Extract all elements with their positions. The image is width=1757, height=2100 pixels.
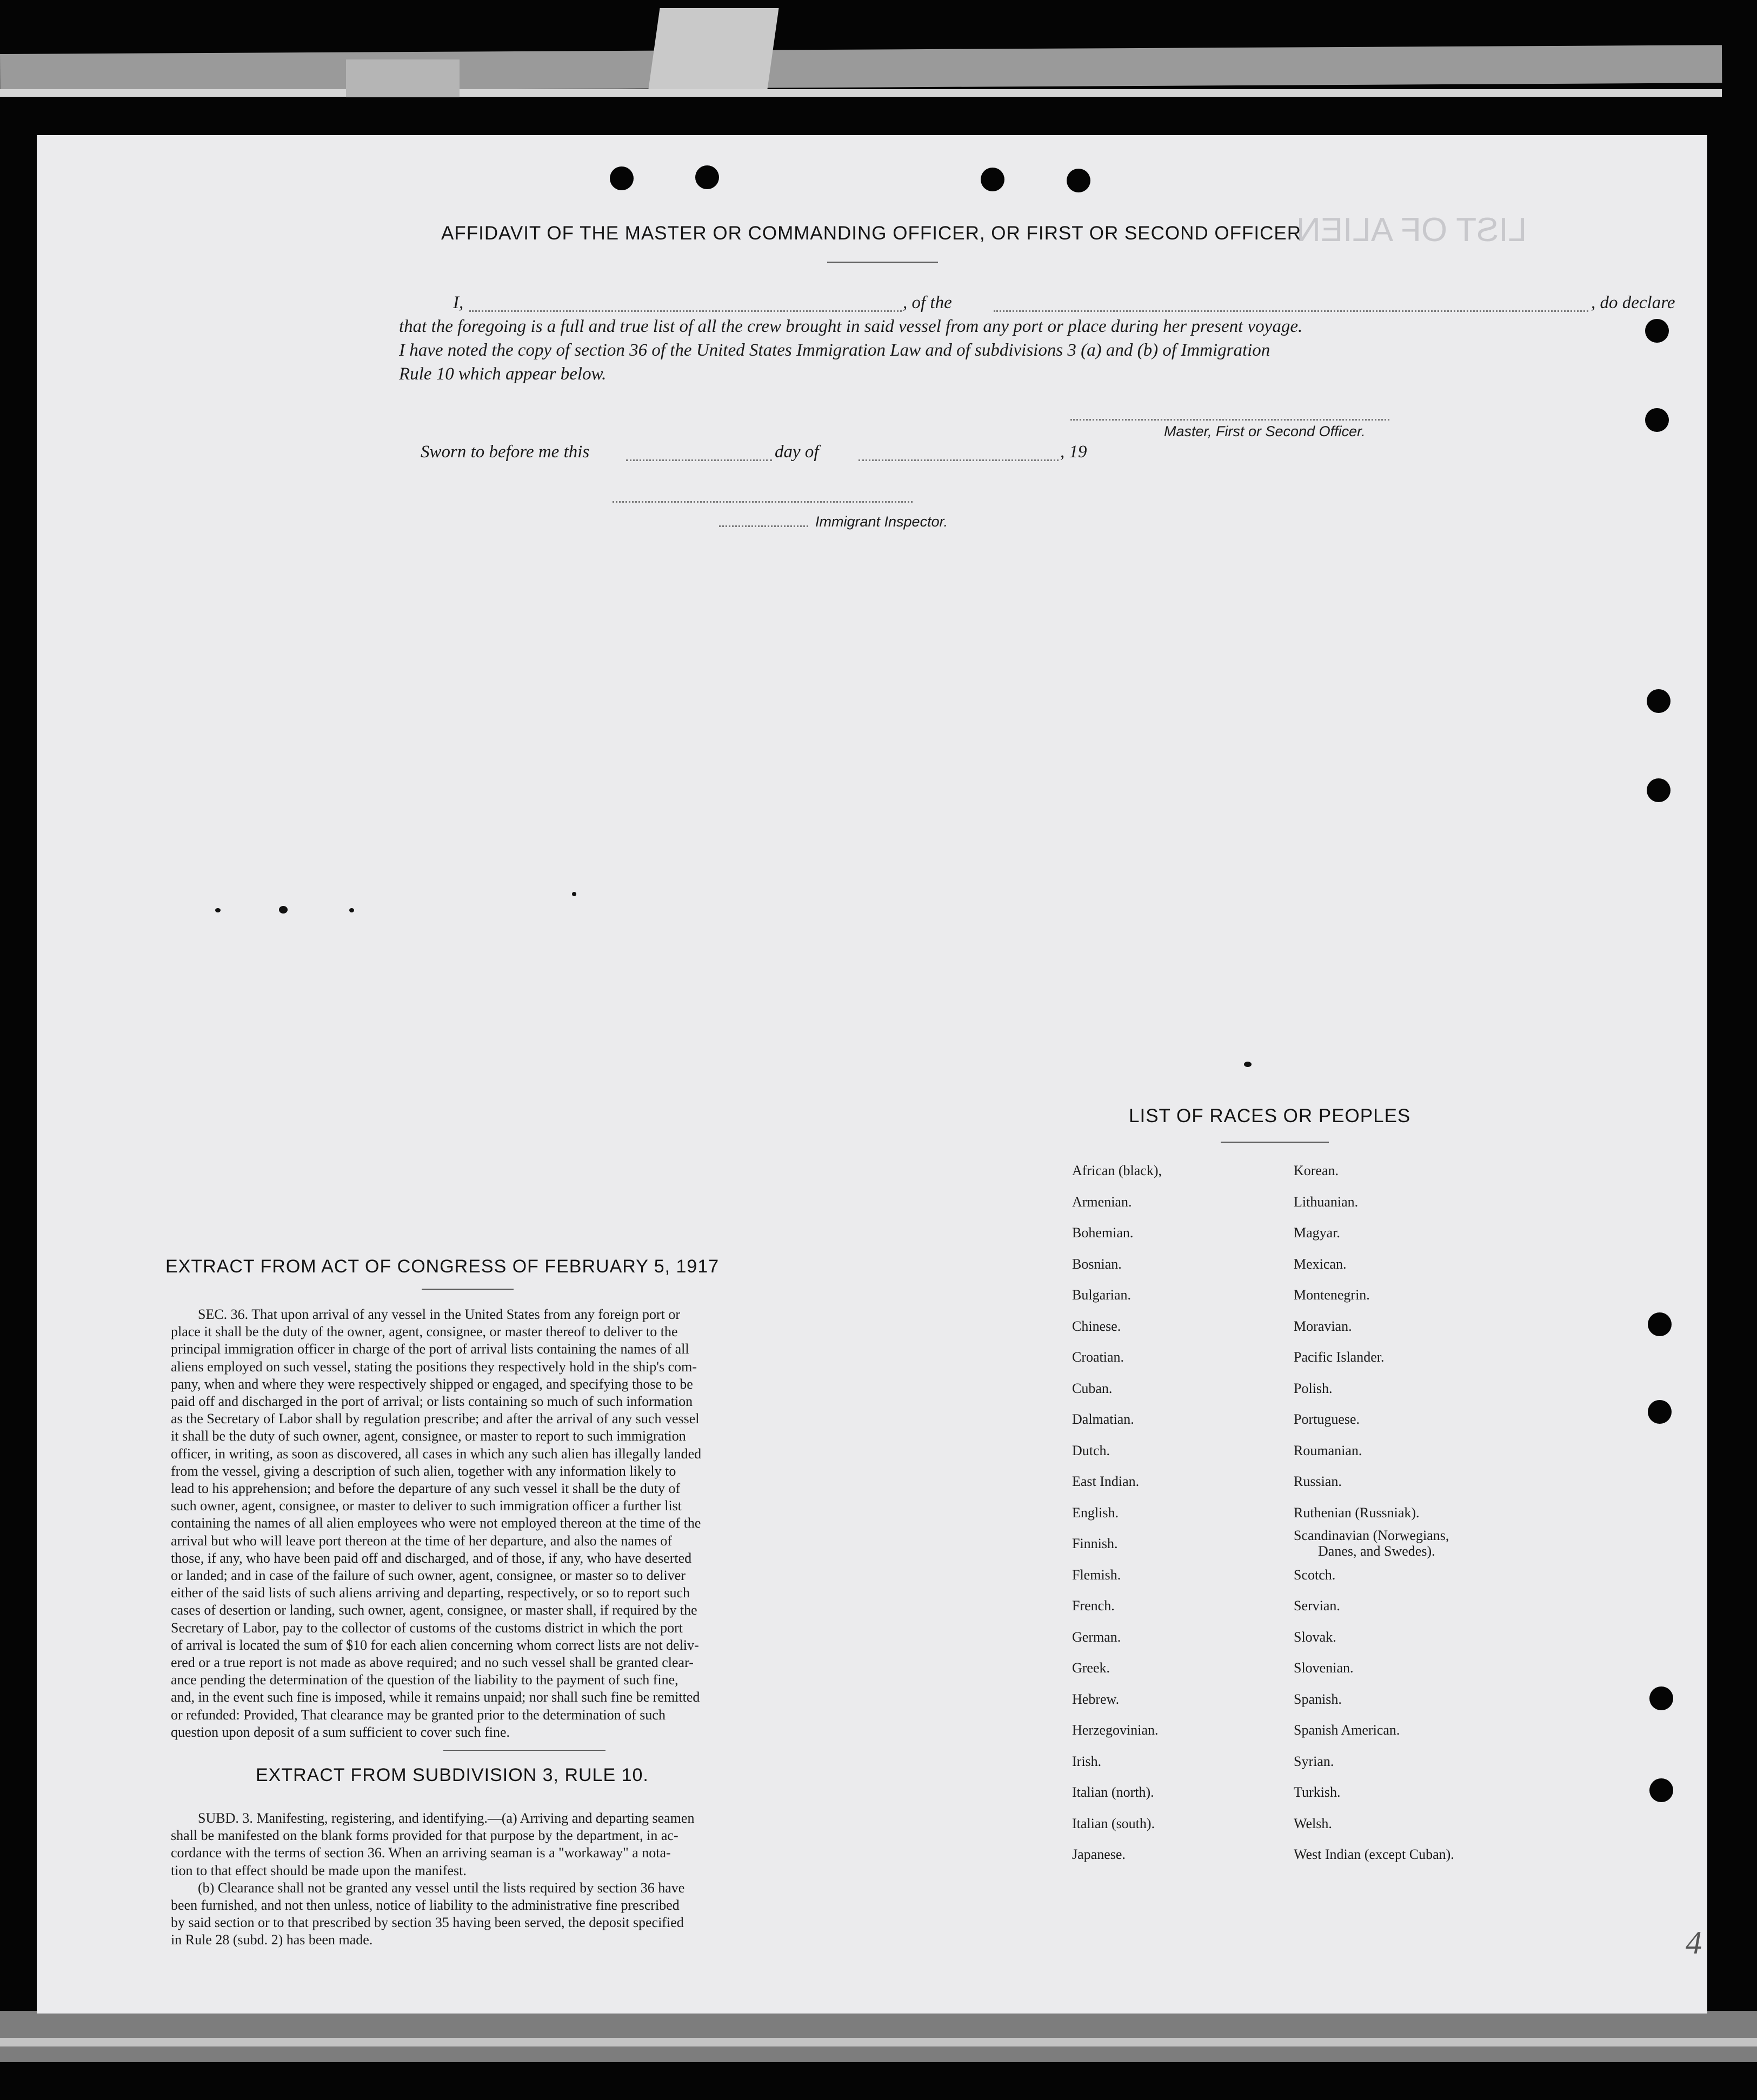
extract-act-text (171, 1306, 814, 1741)
race-item: Bohemian. (1072, 1225, 1134, 1241)
extract-act-line: lead to his apprehension; and before the departure of any such vessel it shall be the duty of (171, 1481, 681, 1497)
ink-speck (349, 908, 354, 912)
race-item: Magyar. (1294, 1225, 1340, 1241)
vessel-field-line (994, 310, 1588, 312)
punch-hole (981, 168, 1004, 191)
extract-rule-line: shall be manifested on the blank forms provided for that purpose by the department, in ac- (171, 1828, 678, 1844)
extract-rule-line: been furnished, and not then unless, notice of liability to the administrative fine prescribed (171, 1897, 680, 1914)
punch-hole (695, 165, 719, 189)
race-item: German. (1072, 1629, 1121, 1645)
extract-act-line: cases of desertion or landing, such owner, agent, consignee, or master shall, if required by the (171, 1602, 697, 1618)
punch-hole (1649, 1778, 1673, 1802)
race-item: Roumanian. (1294, 1442, 1362, 1458)
race-item: Turkish. (1294, 1784, 1341, 1800)
punch-hole (1067, 169, 1090, 192)
race-item: Ruthenian (Russniak). (1294, 1504, 1420, 1521)
punch-hole (1648, 1400, 1672, 1424)
race-item: Herzegovinian. (1072, 1722, 1159, 1738)
affidavit-do-declare: , do declare (1591, 293, 1675, 312)
extract-act-line: of arrival is located the sum of $10 for each alien concerning whom correct lists are not deliv- (171, 1637, 699, 1653)
race-item: Welsh. (1294, 1815, 1332, 1831)
race-item: Armenian. (1072, 1194, 1132, 1210)
race-item: Hebrew. (1072, 1691, 1120, 1707)
paper-tab (648, 8, 778, 89)
race-item: Bosnian. (1072, 1256, 1122, 1272)
month-field-line (858, 459, 1059, 461)
extract-act-line: containing the names of all alien employees who were not employed thereon at the time of the (171, 1515, 701, 1531)
extract-act-line: or refunded: Provided, That clearance may be granted prior to the determination of such (171, 1706, 665, 1723)
races-left-column (1072, 1155, 1162, 1870)
punch-hole (1648, 1312, 1672, 1336)
race-item: Spanish. (1294, 1691, 1342, 1707)
race-item: Danes, and Swedes). (1318, 1543, 1435, 1559)
signature-label: Master, First or Second Officer. (1164, 423, 1366, 439)
extract-rule-line: by said section or to that prescribed by section 35 having been served, the deposit specified (171, 1915, 684, 1931)
affidavit-title: AFFIDAVIT OF THE MASTER OR COMMANDING OFFICER, OR FIRST OR SECOND OFFICER (441, 223, 1302, 244)
race-item: Finnish. (1072, 1536, 1118, 1551)
inspector-lead-line (719, 525, 808, 527)
extract-act-line: and, in the event such fine is imposed, while it remains unpaid; nor shall such fine be remitted (171, 1689, 700, 1705)
extract-act-line: Secretary of Labor, pay to the collector of customs of the customs district in which the port (171, 1619, 683, 1636)
sworn-year: , 19 (1060, 442, 1087, 462)
race-item: Dalmatian. (1072, 1411, 1134, 1427)
extract-act-line: such owner, agent, consignee, or master to deliver to such immigration officer a further list (171, 1498, 682, 1514)
extract-act-line: aliens employed on such vessel, stating the positions they respectively hold in the ship's com- (171, 1358, 697, 1375)
extract-rule-line: (b) Clearance shall not be granted any vessel until the lists required by section 36 have (198, 1879, 685, 1896)
race-item: Pacific Islander. (1294, 1349, 1385, 1365)
sworn-prefix: Sworn to before me this (421, 442, 590, 462)
name-field-line (469, 310, 902, 312)
extract-act-line: officer, in writing, as soon as discovered, all cases in which any such alien has illegally landed (171, 1445, 702, 1462)
race-item: Scandinavian (Norwegians, (1294, 1528, 1449, 1543)
race-item: Italian (north). (1072, 1784, 1154, 1800)
extract-act-line: principal immigration officer in charge of the port of arrival lists containing the names of all (171, 1341, 689, 1357)
extract-act-line: pany, when and where they were respectively shipped or engaged, and specifying those to be (171, 1376, 693, 1392)
race-item: Chinese. (1072, 1318, 1121, 1334)
race-item: English. (1072, 1504, 1119, 1521)
race-item: Greek. (1072, 1660, 1110, 1676)
race-item: Moravian. (1294, 1318, 1352, 1334)
handwritten-page-number: 4 (1686, 1925, 1702, 1961)
races-right-column (1294, 1155, 1454, 1870)
race-item: Montenegrin. (1294, 1287, 1370, 1303)
race-item: Slovak. (1294, 1629, 1336, 1645)
affidavit-line-2: that the foregoing is a full and true list of all the crew brought in said vessel from any port or place during her present voyage. (399, 317, 1303, 336)
race-item: Italian (south). (1072, 1815, 1155, 1831)
extract-act-line: those, if any, who have been paid off and discharged, and of those, if any, who have deserted (171, 1550, 692, 1566)
race-item: Mexican. (1294, 1256, 1347, 1272)
divider (827, 262, 938, 263)
extract-act-line: place it shall be the duty of the owner, agent, consignee, or master thereof to deliver to the (171, 1324, 678, 1340)
extract-act-line: question upon deposit of a sum sufficient to cover such fine. (171, 1724, 510, 1740)
race-item: Spanish American. (1294, 1722, 1400, 1738)
affidavit-line-4: Rule 10 which appear below. (399, 364, 607, 384)
race-item: Lithuanian. (1294, 1194, 1359, 1210)
ink-speck (572, 892, 576, 896)
race-item: Flemish. (1072, 1566, 1121, 1583)
extract-rule-text (171, 1810, 814, 1949)
races-title: LIST OF RACES OR PEOPLES (1129, 1105, 1411, 1126)
punch-hole (1649, 1686, 1673, 1710)
punch-hole (610, 166, 634, 190)
extract-rule-line: tion to that effect should be made upon the manifest. (171, 1862, 467, 1878)
extract-rule-line: SUBD. 3. Manifesting, registering, and identifying.—(a) Arriving and departing seamen (198, 1810, 695, 1826)
race-item: Irish. (1072, 1753, 1102, 1769)
affidavit-i: I, (453, 293, 464, 312)
race-item: Bulgarian. (1072, 1287, 1132, 1303)
sworn-day-of: day of (775, 442, 819, 462)
document-page (37, 135, 1707, 2014)
extract-act-line: from the vessel, giving a description of such alien, together with any information likely to (171, 1463, 676, 1479)
race-item: Scotch. (1294, 1566, 1336, 1583)
extract-act-title: EXTRACT FROM ACT OF CONGRESS OF FEBRUARY 5, 1917 (165, 1256, 720, 1277)
race-item: Croatian. (1072, 1349, 1124, 1365)
paper-tab (346, 59, 460, 97)
ink-speck (1244, 1062, 1252, 1067)
race-item: Slovenian. (1294, 1660, 1354, 1676)
top-film-strip (0, 45, 1722, 92)
race-item: Servian. (1294, 1598, 1340, 1614)
extract-rule-line: cordance with the terms of section 36. When an arriving seaman is a "workaway" a nota- (171, 1845, 671, 1861)
sworn-line (421, 442, 1087, 462)
race-item: Cuban. (1072, 1380, 1113, 1396)
ink-speck (215, 908, 221, 912)
punch-hole (1647, 689, 1671, 713)
race-item: Polish. (1294, 1380, 1333, 1396)
divider (443, 1750, 605, 1751)
extract-rule-title: EXTRACT FROM SUBDIVISION 3, RULE 10. (256, 1765, 649, 1785)
inspector-label: Immigrant Inspector. (815, 514, 948, 530)
extract-act-line: as the Secretary of Labor shall by regulation prescribe; and after the arrival of any such vessel (171, 1411, 700, 1427)
race-item: French. (1072, 1598, 1115, 1614)
race-item: Japanese. (1072, 1846, 1126, 1862)
extract-act-line: arrival but who will leave port thereon at the time of her departure, and also the names of (171, 1532, 672, 1549)
bottom-film-strip (0, 2011, 1757, 2062)
extract-act-line: or landed; and in case of the failure of such owner, agent, consignee, or master so to deliver (171, 1568, 686, 1584)
affidavit-of-the: , of the (903, 293, 952, 312)
top-film-edge (0, 89, 1722, 97)
extract-act-line: it shall be the duty of such owner, agent, consignee, or master to report to such immigration (171, 1428, 686, 1444)
divider (1221, 1142, 1329, 1143)
bottom-film-edge (0, 2038, 1757, 2046)
divider (422, 1289, 514, 1290)
punch-hole (1645, 408, 1669, 432)
extract-rule-line: in Rule 28 (subd. 2) has been made. (171, 1932, 373, 1948)
extract-act-line: paid off and discharged in the port of arrival; or lists containing so much of such information (171, 1394, 693, 1410)
bleed-through-text: LIST OF ALIEN (1296, 211, 1527, 249)
race-item: Portuguese. (1294, 1411, 1360, 1427)
extract-act-line: ance pending the determination of the question of the liability to the payment of such fine, (171, 1672, 678, 1688)
extract-act-line: ered or a true report is not made as above required; and no such vessel shall be granted clear- (171, 1655, 694, 1671)
signature-line (1070, 419, 1389, 421)
punch-hole (1647, 778, 1671, 802)
race-item: East Indian. (1072, 1474, 1140, 1489)
inspector-signature-line (613, 501, 913, 503)
extract-act-line: SEC. 36. That upon arrival of any vessel in the United States from any foreign port or (198, 1306, 680, 1322)
punch-hole (1645, 319, 1669, 343)
race-item: Syrian. (1294, 1753, 1334, 1769)
race-item: African (black), (1072, 1163, 1162, 1178)
race-item: West Indian (except Cuban). (1294, 1846, 1454, 1862)
race-item: Russian. (1294, 1474, 1342, 1489)
race-item: Dutch. (1072, 1442, 1110, 1458)
extract-act-line: either of the said lists of such aliens arriving and departing, respectively, or so to report such (171, 1585, 690, 1601)
race-item: Korean. (1294, 1163, 1339, 1178)
day-field-line (626, 459, 772, 461)
affidavit-line-3: I have noted the copy of section 36 of the United States Immigration Law and of subdivisions 3 (a) and (b) of Immigration (399, 341, 1270, 360)
ink-speck (279, 906, 288, 914)
